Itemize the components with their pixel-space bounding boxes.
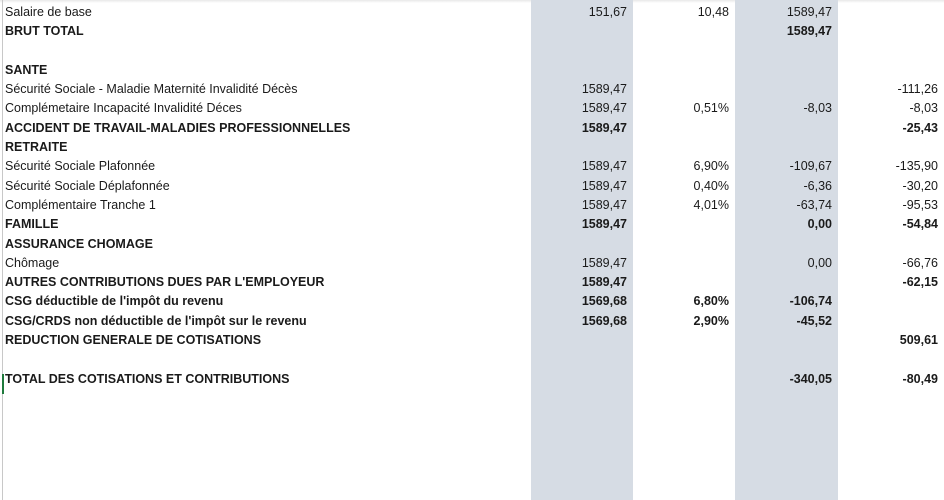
cell-employeur[interactable]: -54,84 <box>902 217 938 232</box>
row-label[interactable]: RETRAITE <box>5 140 68 155</box>
cell-employeur[interactable] <box>837 42 943 61</box>
cell-salarie[interactable] <box>734 138 837 157</box>
cell-salarie[interactable] <box>734 119 837 138</box>
cell-rate[interactable] <box>632 22 734 41</box>
cell-salarie[interactable] <box>734 80 837 99</box>
cell-base[interactable] <box>530 22 632 41</box>
cell-salarie[interactable] <box>734 273 837 292</box>
row-label[interactable]: BRUT TOTAL <box>5 24 84 39</box>
cell-employeur[interactable] <box>837 312 943 331</box>
cell-base[interactable]: 1589,47 <box>581 217 627 232</box>
cell-salarie[interactable] <box>734 42 837 61</box>
cell-rate[interactable]: 0,51% <box>693 101 729 116</box>
cell-employeur[interactable]: 509,61 <box>899 333 938 348</box>
table-row <box>0 42 943 61</box>
cell-base[interactable] <box>530 235 632 254</box>
cell-salarie[interactable] <box>734 235 837 254</box>
cell-salarie[interactable]: -8,03 <box>803 101 832 116</box>
table-row <box>0 80 943 99</box>
cell-salarie[interactable]: -340,05 <box>789 371 832 386</box>
row-label[interactable]: CSG/CRDS non déductible de l'impôt sur le revenu <box>5 313 307 328</box>
cell-employeur[interactable] <box>837 22 943 41</box>
cell-employeur[interactable] <box>837 138 943 157</box>
cell-rate[interactable] <box>632 215 734 234</box>
table-row <box>0 3 943 22</box>
cell-base[interactable]: 1589,47 <box>581 197 627 212</box>
cell-rate[interactable] <box>632 235 734 254</box>
row-label[interactable]: ACCIDENT DE TRAVAIL-MALADIES PROFESSIONNELLES <box>5 120 351 135</box>
cell-rate[interactable] <box>632 254 734 273</box>
table-row <box>0 235 943 254</box>
table-row <box>0 119 943 138</box>
cell-base[interactable]: 1589,47 <box>581 82 627 97</box>
cell-salarie[interactable]: -45,52 <box>796 313 832 328</box>
cell-rate[interactable] <box>632 80 734 99</box>
cell-base[interactable]: 151,67 <box>588 5 627 19</box>
cell-base[interactable]: 1569,68 <box>581 294 627 309</box>
cell-salarie[interactable]: 1589,47 <box>786 5 832 19</box>
cell-rate[interactable] <box>632 138 734 157</box>
cell-employeur[interactable] <box>837 3 943 22</box>
cell-base[interactable]: 1569,68 <box>581 313 627 328</box>
cell-salarie[interactable]: -106,74 <box>789 294 832 309</box>
row-label[interactable]: CSG déductible de l'impôt du revenu <box>5 294 224 309</box>
table-row <box>0 177 943 196</box>
table-row <box>0 292 943 311</box>
cell-rate[interactable]: 10,48 <box>697 5 729 19</box>
cell-base[interactable]: 1589,47 <box>581 178 627 193</box>
cell-salarie[interactable]: 0,00 <box>807 255 832 270</box>
cell-employeur[interactable]: -30,20 <box>902 178 938 193</box>
payslip-rows <box>0 3 943 389</box>
table-row <box>0 331 943 350</box>
cell-salarie[interactable] <box>734 61 837 80</box>
cell-salarie[interactable]: 0,00 <box>807 217 832 232</box>
cell-base[interactable]: 1589,47 <box>581 255 627 270</box>
row-label[interactable] <box>0 42 530 61</box>
cell-employeur[interactable]: -80,49 <box>902 371 938 386</box>
table-row <box>0 22 943 41</box>
table-row <box>0 215 943 234</box>
table-row <box>0 61 943 80</box>
table-row <box>0 370 943 389</box>
cell-rate[interactable]: 4,01% <box>693 197 729 212</box>
cell-rate[interactable] <box>632 42 734 61</box>
cell-rate[interactable] <box>632 61 734 80</box>
table-row <box>0 350 943 369</box>
cell-employeur[interactable]: -8,03 <box>909 101 938 116</box>
payslip-table <box>0 3 943 389</box>
cell-employeur[interactable] <box>837 350 943 369</box>
row-label[interactable]: Salaire de base <box>5 5 92 19</box>
table-row <box>0 138 943 157</box>
cell-salarie[interactable]: -6,36 <box>803 178 832 193</box>
cell-employeur[interactable]: -135,90 <box>895 159 938 174</box>
cell-rate[interactable]: 0,40% <box>693 178 729 193</box>
cell-base[interactable] <box>530 331 632 350</box>
row-label[interactable]: Sécurité Sociale Déplafonnée <box>5 178 170 193</box>
cell-employeur[interactable]: -111,26 <box>897 82 938 97</box>
cell-rate[interactable] <box>632 350 734 369</box>
row-label[interactable]: TOTAL DES COTISATIONS ET CONTRIBUTIONS <box>5 371 290 386</box>
cell-salarie[interactable]: 1589,47 <box>786 24 832 39</box>
row-label[interactable]: FAMILLE <box>5 217 59 232</box>
cell-employeur[interactable] <box>837 235 943 254</box>
cell-base[interactable] <box>530 61 632 80</box>
table-row <box>0 99 943 118</box>
cell-rate[interactable] <box>632 370 734 389</box>
cell-base[interactable]: 1589,47 <box>581 101 627 116</box>
cell-base[interactable]: 1589,47 <box>581 120 627 135</box>
cell-rate[interactable]: 6,90% <box>693 159 729 174</box>
table-row <box>0 312 943 331</box>
cell-employeur[interactable]: -25,43 <box>902 120 938 135</box>
cell-rate[interactable] <box>632 331 734 350</box>
row-label[interactable]: Chômage <box>5 255 60 270</box>
cell-rate[interactable] <box>632 273 734 292</box>
cell-base[interactable] <box>530 42 632 61</box>
cell-base[interactable] <box>530 138 632 157</box>
row-label[interactable]: SANTE <box>5 62 48 77</box>
cell-salarie[interactable]: -63,74 <box>796 197 832 212</box>
cell-employeur[interactable]: -66,76 <box>902 255 938 270</box>
row-label[interactable]: Complémentaire Tranche 1 <box>5 197 156 212</box>
cell-employeur[interactable]: -95,53 <box>902 197 938 212</box>
cell-rate[interactable] <box>632 119 734 138</box>
cell-salarie[interactable]: -109,67 <box>789 159 832 174</box>
table-row <box>0 157 943 176</box>
row-label[interactable]: REDUCTION GENERALE DE COTISATIONS <box>5 333 262 348</box>
row-label[interactable]: ASSURANCE CHOMAGE <box>5 236 153 251</box>
table-row <box>0 273 943 292</box>
cell-rate[interactable]: 6,80% <box>693 294 729 309</box>
cell-salarie[interactable] <box>734 331 837 350</box>
row-label[interactable] <box>0 350 530 369</box>
cell-base[interactable]: 1589,47 <box>581 159 627 174</box>
cell-employeur[interactable] <box>837 61 943 80</box>
cell-rate[interactable]: 2,90% <box>693 313 729 328</box>
cell-employeur[interactable]: -62,15 <box>902 275 938 290</box>
cell-salarie[interactable] <box>734 350 837 369</box>
row-label[interactable]: Sécurité Sociale - Maladie Maternité Invalidité Décès <box>5 82 298 97</box>
cell-employeur[interactable] <box>837 292 943 311</box>
cell-base[interactable]: 1589,47 <box>581 275 627 290</box>
cell-base[interactable] <box>530 350 632 369</box>
row-label[interactable]: Complémetaire Incapacité Invalidité Déces <box>5 101 242 116</box>
row-label[interactable]: Sécurité Sociale Plafonnée <box>5 159 156 174</box>
table-row <box>0 196 943 215</box>
row-label[interactable]: AUTRES CONTRIBUTIONS DUES PAR L'EMPLOYEUR <box>5 275 325 290</box>
table-row <box>0 254 943 273</box>
cell-base[interactable] <box>530 370 632 389</box>
